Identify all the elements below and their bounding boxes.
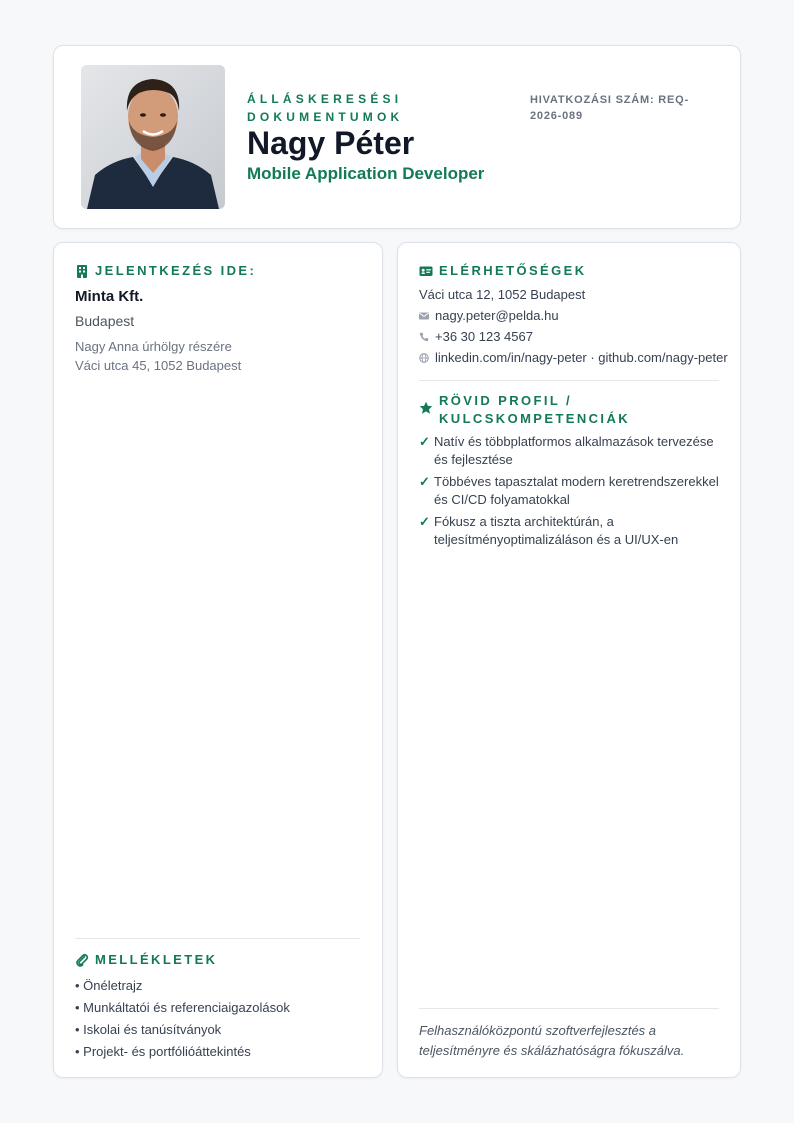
profile-heading (419, 392, 649, 428)
list-item: • Önéletrajz (75, 978, 143, 993)
attachments-heading (75, 951, 217, 969)
header-card (53, 45, 741, 229)
links-text: linkedin.com/in/nagy-peter · github.com/nagy-peter (435, 350, 728, 365)
contact-email[interactable] (419, 308, 559, 323)
candidate-role: Mobile Application Developer (247, 164, 485, 183)
recipient-name: Nagy Anna úrhölgy részére (75, 339, 232, 354)
contact-links[interactable] (419, 350, 728, 365)
contact-phone[interactable] (419, 329, 533, 344)
apply-to-card (53, 242, 383, 1078)
apply-to-title: JELENTKEZÉS IDE: (95, 263, 257, 278)
skill-text: Fókusz a tiszta architektúrán, a teljesítményoptimalizáláson és a UI/UX-en (434, 514, 679, 547)
profile-tagline: Felhasználóközpontú szoftverfejlesztés a teljesítményre és skálázhatóságra fókuszálva. (419, 1023, 685, 1058)
check-icon: ✓ (419, 514, 430, 529)
apply-to-heading (75, 262, 256, 280)
list-item: • Projekt- és portfólióáttekintés (75, 1044, 251, 1059)
portrait-photo-icon (81, 65, 225, 209)
company-name: Minta Kft. (75, 288, 144, 305)
reference-number: HIVATKOZÁSI SZÁM: REQ-2026-089 (530, 94, 689, 122)
contact-title: ELÉRHETŐSÉGEK (439, 263, 587, 278)
divider (75, 938, 360, 939)
check-icon: ✓ (419, 434, 430, 449)
envelope-icon (419, 311, 429, 321)
attachments-title: MELLÉKLETEK (95, 952, 218, 967)
list-item (419, 433, 724, 469)
building-icon (75, 264, 89, 278)
skill-text: Natív és többplatformos alkalmazások tervezése és fejlesztése (434, 434, 714, 467)
email-text: nagy.peter@pelda.hu (435, 308, 559, 323)
phone-text: +36 30 123 4567 (435, 329, 533, 344)
list-item (419, 513, 724, 549)
list-item: • Munkáltatói és referenciaigazolások (75, 1000, 290, 1015)
list-item: • Iskolai és tanúsítványok (75, 1022, 222, 1037)
attachments-list (75, 975, 290, 1063)
list-item (419, 473, 724, 509)
recipient-address: Váci utca 45, 1052 Budapest (75, 358, 242, 373)
paperclip-icon (75, 953, 89, 967)
document-kicker: ÁLLÁSKERESÉSI DOKUMENTUMOK (247, 92, 404, 124)
phone-icon (419, 332, 429, 342)
profile-photo (81, 65, 225, 209)
divider (419, 380, 719, 381)
profile-title: RÖVID PROFIL / KULCSKOMPETENCIÁK (439, 393, 631, 426)
skills-list (419, 433, 724, 553)
divider (419, 1008, 719, 1009)
company-city: Budapest (75, 313, 135, 329)
candidate-name: Nagy Péter (247, 125, 415, 161)
skill-text: Többéves tapasztalat modern keretrendszerekkel és CI/CD folyamatokkal (434, 474, 719, 507)
recipient-block (75, 337, 241, 375)
check-icon: ✓ (419, 474, 430, 489)
contact-heading (419, 262, 587, 280)
id-card-icon (419, 264, 433, 278)
contact-card (397, 242, 741, 1078)
contact-address: Váci utca 12, 1052 Budapest (419, 287, 586, 302)
globe-icon (419, 353, 429, 363)
star-icon (419, 401, 433, 415)
